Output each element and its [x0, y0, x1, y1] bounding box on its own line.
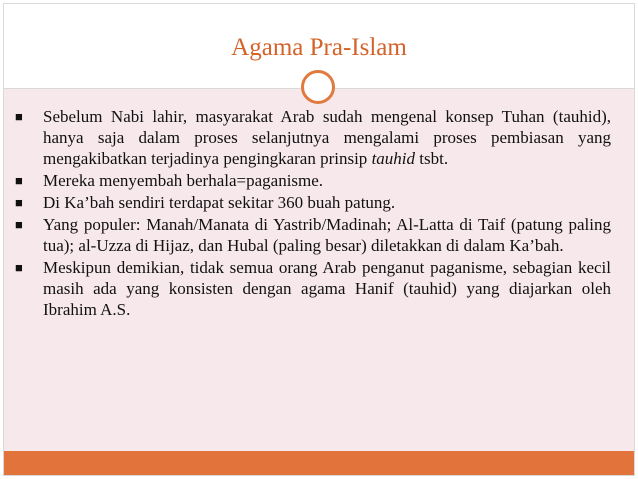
- footer-accent-bar: [4, 451, 634, 475]
- slide-title: Agama Pra-Islam: [231, 34, 407, 61]
- bullet-item: [13, 106, 611, 169]
- bullet-text: Yang populer: Manah/Manata di Yastrib/Madinah; Al-Latta di Taif (patung paling tua); al-Uzza di Hijaz, dan Hubal (paling besar) diletakkan di dalam Ka’bah.: [43, 215, 611, 255]
- bullet-item: [13, 214, 611, 256]
- bullet-text: Sebelum Nabi lahir, masyarakat Arab sudah mengenal konsep Tuhan (tauhid), hanya saja dalam proses selanjutnya mengalami proses pembiasan yang mengakibatkan terjadinya pengingkaran prinsip: [43, 107, 611, 168]
- filled-square-bullet-icon: ■: [15, 173, 23, 188]
- filled-square-bullet-icon: ■: [15, 109, 23, 124]
- circle-ornament-icon: [301, 70, 335, 104]
- bullet-text: Di Ka’bah sendiri terdapat sekitar 360 buah patung.: [43, 193, 396, 212]
- bullet-item: [13, 257, 611, 320]
- bullet-item: [13, 170, 611, 191]
- bullet-item: [13, 192, 611, 213]
- filled-square-bullet-icon: ■: [15, 260, 23, 275]
- filled-square-bullet-icon: ■: [15, 217, 23, 232]
- bullet-text-italic: tauhid: [371, 149, 416, 168]
- bullet-text: Mereka menyembah berhala=paganisme.: [43, 171, 324, 190]
- bullet-text: Meskipun demikian, tidak semua orang Arab penganut paganisme, sebagian kecil masih ada yang konsisten dengan agama Hanif (tauhid) yang diajarkan oleh Ibrahim A.S.: [43, 258, 611, 319]
- filled-square-bullet-icon: ■: [15, 195, 23, 210]
- bullet-list: [13, 106, 611, 321]
- bullet-text-end: tsbt.: [415, 149, 449, 168]
